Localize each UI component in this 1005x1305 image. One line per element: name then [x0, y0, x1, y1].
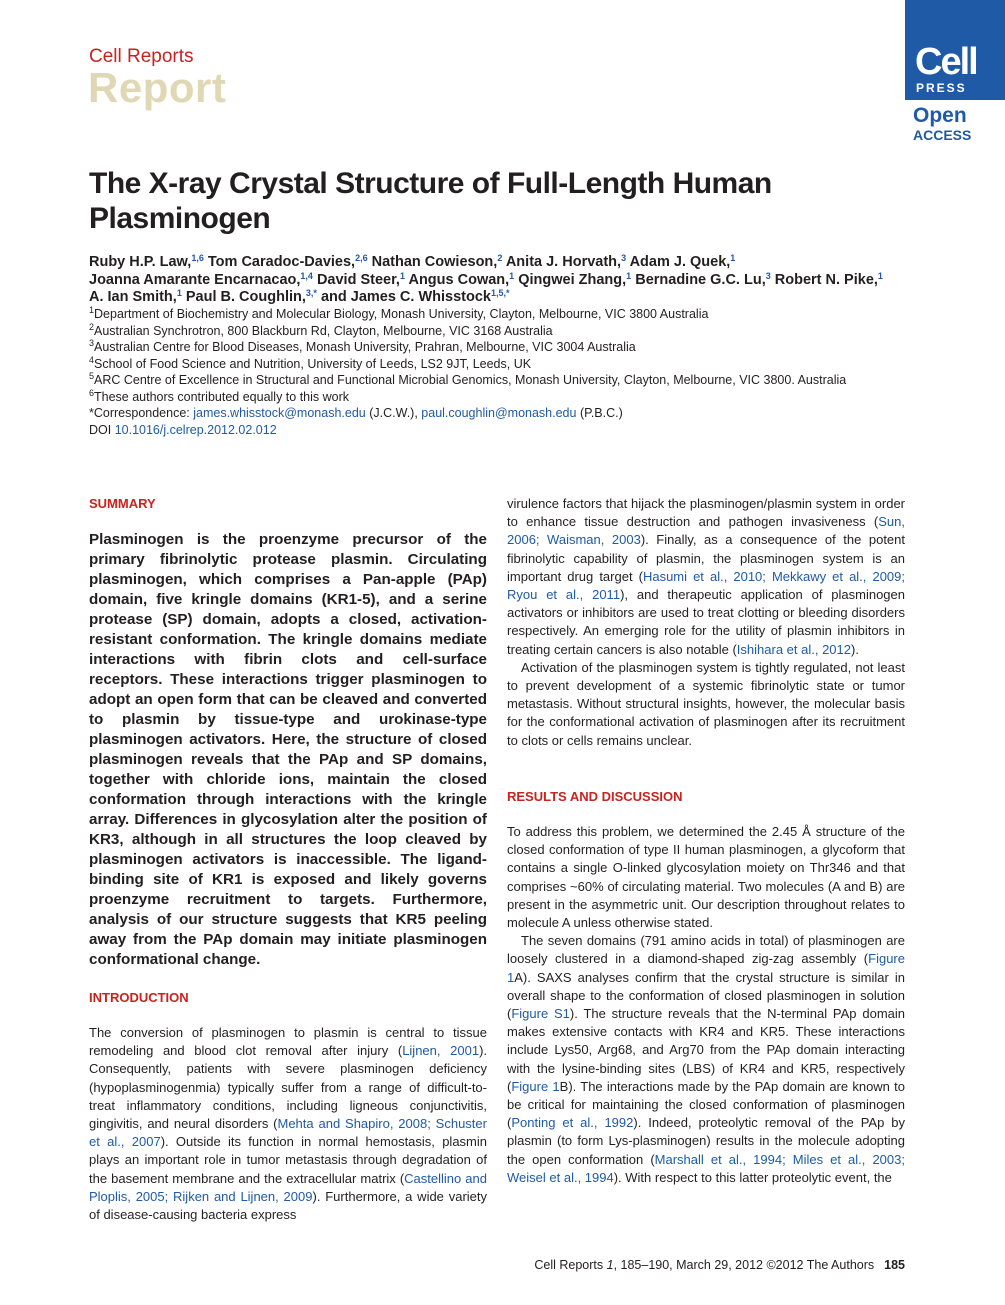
- paragraph: Activation of the plasminogen system is tightly regulated, not least to prevent development of a systemic fibrinolytic state or tumor metastasis. Without structural insights, however, the molecular basis for the conformational activation of plasminogen after its recruitment to clots or cells remains unclear.: [507, 659, 905, 748]
- doi-link[interactable]: 10.1016/j.celrep.2012.02.012: [114, 422, 277, 437]
- affiliation: $^5$ARC Centre of Excellence in Structural and Functional Microbial Genomics, Monash University, Clayton, Melbourne, VIC 3800. Australia: [89, 371, 847, 387]
- article-type: Report: [88, 64, 227, 111]
- author-affiliation-marker[interactable]: 1: [626, 270, 632, 281]
- correspondence: *Correspondence: james.whisstock@monash.edu (J.C.W.), paul.coughlin@monash.edu (P.B.C.): [89, 406, 623, 420]
- citation-link[interactable]: Castellino and Ploplis, 2005; Rijken and Lijnen, 2009: [89, 1170, 487, 1204]
- page-footer: Cell Reports 1, 185–190, March 29, 2012 ©2012 The Authors 185: [534, 1258, 905, 1272]
- results-heading: RESULTS AND DISCUSSION: [507, 789, 683, 804]
- citation-link[interactable]: Ponting et al., 1992: [511, 1115, 634, 1131]
- author-affiliation-marker[interactable]: 3: [621, 253, 627, 263]
- author-name: Tom Caradoc-Davies,: [203, 254, 356, 270]
- author-line: [89, 254, 919, 272]
- author-affiliation-marker[interactable]: 1: [399, 270, 405, 281]
- citation-link[interactable]: Hasumi et al., 2010; Mekkawy et al., 2009; Ryou et al., 2011: [507, 568, 905, 603]
- article-title: The X-ray Crystal Structure of Full-Length Human Plasminogen: [89, 167, 772, 235]
- author-affiliation-marker[interactable]: 3,*: [305, 288, 317, 298]
- paragraph: The conversion of plasminogen to plasmin is central to tissue remodeling and blood clot removal after injury (Lijnen, 2001). Consequently, patients with severe plasminogen deficiency (hypoplasminogenmia) typically suffer from a range of difficult-to-treat inflammatory conditions, including ligneous conjunctivitis, gingivitis, and neural disorders (Mehta and Shapiro, 2008; Schuster et al., 2007). Outside its function in normal hemostasis, plasmin plays an important role in tumor metastasis through degradation of the basement membrane and the extracellular matrix (Castellino and Ploplis, 2005; Rijken and Lijnen, 2009). Furthermore, a wide variety of disease-causing bacteria express: [89, 1025, 488, 1223]
- journal-name: Cell Reports: [89, 46, 194, 67]
- doi: DOI 10.1016/j.celrep.2012.02.012: [89, 422, 277, 437]
- paragraph: To address this problem, we determined the 2.45 Å structure of the closed conformation of type II human plasminogen, a glycoform that contains a single O-linked glycosylation moiety on Thr346 and that comprises ~60% of circulating material. Two molecules (A and B) are present in the asymmetric unit. Our description throughout relates to molecule A unless otherwise stated.: [507, 824, 905, 931]
- author-affiliation-marker[interactable]: 1: [176, 288, 182, 298]
- paragraph: The seven domains (791 amino acids in total) of plasminogen are loosely clustered in a diamond-shaped zig-zag assembly (Figure 1A). SAXS analyses confirm that the crystal structure is similar in overall shape to the conformation of closed plasminogen in solution (Figure S1). The structure reveals that the N-terminal PAp domain makes extensive contacts with KR4 and KR5. These interactions include Lys50, Arg68, and Arg70 from the PAp domain interacting with the lysine-binding sites (LBS) of KR4 and KR5, respectively (Figure 1B). The interactions made by the PAp domain are known to be critical for maintaining the closed conformation of plasminogen (Ponting et al., 1992). Indeed, proteolytic removal of the PAp by plasmin (to form Lys-plasminogen) results in the molecule adopting the open conformation (Marshall et al., 1994; Miles et al., 2003; Weisel et al., 1994). With respect to this latter proteolytic event, the: [507, 933, 905, 1185]
- author-affiliation-marker[interactable]: 1,6: [191, 253, 204, 263]
- author-affiliation-marker[interactable]: 2,6: [355, 253, 368, 263]
- logo-press-text: PRESS: [916, 81, 967, 95]
- cell-press-logo: [905, 0, 1005, 100]
- open-access-label: Open: [913, 104, 967, 127]
- author-name: Qingwei Zhang,: [514, 271, 627, 288]
- author-line: [89, 289, 919, 307]
- citation-link[interactable]: Figure 1: [507, 951, 905, 985]
- page-number: 185: [884, 1258, 905, 1272]
- author-name: Bernadine G.C. Lu,: [631, 271, 766, 288]
- citation-link[interactable]: Sun, 2006; Waisman, 2003: [507, 514, 905, 548]
- author-name: Paul B. Coughlin,: [181, 289, 306, 305]
- citation-link[interactable]: Lijnen, 2001: [402, 1043, 480, 1059]
- author-affiliation-marker[interactable]: 1: [730, 253, 736, 263]
- email-link-whisstock[interactable]: james.whisstock@monash.edu: [193, 406, 366, 420]
- summary-text: Plasminogen is the proenzyme precursor of the primary fibrinolytic protease plasmin. Circulating plasminogen, which comprises a Pan-apple (PAp) domain, five kringle domains (KR1-5), and a serine protease (SP) domain, adopts a closed, activation-resistant conformation. The kringle domains mediate interactions with fibrin clots and cell-surface receptors. These interactions trigger plasminogen to adopt an open form that can be cleaved and converted to plasmin by tissue-type and urokinase-type plasminogen activators. Here, the structure of closed plasminogen reveals that the PAp and SP domains, together with chloride ions, maintain the closed conformation through interactions with the kringle array. Differences in glycosylation alter the position of KR3, although in all structures the loop cleaved by plasminogen activators is inaccessible. The ligand-binding site of KR1 is exposed and likely governs proenzyme recruitment to targets. Furthermore, analysis of our structure suggests that KR5 peeling away from the PAp domain may initiate plasminogen conformational change.: [89, 531, 487, 968]
- open-access-sublabel: ACCESS: [913, 127, 972, 143]
- author-name: David Steer,: [312, 271, 400, 288]
- introduction-body: [89, 1024, 487, 1224]
- author-name: Anita J. Horvath,: [502, 254, 622, 270]
- author-affiliation-marker[interactable]: 1,5,*: [490, 288, 510, 298]
- introduction-heading: INTRODUCTION: [89, 990, 189, 1005]
- logo-cell-text: Cell: [915, 41, 977, 83]
- affiliation: $^6$These authors contributed equally to this work: [89, 387, 350, 404]
- affiliation: $^4$School of Food Science and Nutrition, University of Leeds, LS2 9JT, Leeds, UK: [89, 354, 532, 371]
- citation-link[interactable]: Figure 1: [511, 1078, 560, 1094]
- author-name: Adam J. Quek,: [626, 254, 731, 270]
- right-column-top: [507, 495, 905, 750]
- citation-link[interactable]: Mehta and Shapiro, 2008; Schuster et al., 2007: [89, 1116, 487, 1150]
- author-name: Nathan Cowieson,: [367, 254, 498, 270]
- author-name: Robert N. Pike,: [770, 271, 878, 288]
- affiliations: [89, 306, 919, 438]
- author-affiliation-marker[interactable]: 2: [497, 253, 503, 263]
- results-body: [507, 823, 905, 1187]
- author-name: Ruby H.P. Law,: [89, 254, 192, 270]
- email-link-coughlin[interactable]: paul.coughlin@monash.edu: [421, 406, 577, 420]
- author-affiliation-marker[interactable]: 1: [509, 270, 515, 281]
- citation-link[interactable]: Ishihara et al., 2012: [736, 641, 851, 657]
- author-list: [89, 254, 919, 307]
- summary-heading: SUMMARY: [89, 496, 156, 511]
- author-affiliation-marker[interactable]: 1: [877, 270, 883, 281]
- author-affiliation-marker[interactable]: 1,4: [300, 270, 313, 281]
- affiliation: $^2$Australian Synchrotron, 800 Blackburn Rd, Clayton, Melbourne, VIC 3168 Australia: [89, 321, 553, 338]
- author-name: Angus Cowan,: [404, 271, 510, 288]
- author-affiliation-marker[interactable]: 3: [765, 270, 771, 281]
- author-name: and James C. Whisstock: [316, 289, 491, 305]
- author-name: A. Ian Smith,: [89, 289, 177, 305]
- author-name: Joanna Amarante Encarnacao,: [89, 271, 301, 288]
- affiliation: $^1$Department of Biochemistry and Molecular Biology, Monash University, Clayton, Melbourne, VIC 3800 Australia: [89, 305, 709, 321]
- affiliation: $^3$Australian Centre for Blood Diseases, Monash University, Prahran, Melbourne, VIC 3004 Australia: [89, 338, 636, 354]
- paragraph: virulence factors that hijack the plasminogen/plasmin system in order to enhance tissue destruction and pathogen invasiveness (Sun, 2006; Waisman, 2003). Finally, as a consequence of the potent fibrinolytic capability of plasmin, the plasminogen system is an important drug target (Hasumi et al., 2010; Mekkawy et al., 2009; Ryou et al., 2011), and therapeutic application of plasminogen activators or inhibitors are used to treat clotting or bleeding disorders respectively. An emerging role for the utility of plasmin inhibitors in treating certain cancers is also notable (Ishihara et al., 2012).: [507, 496, 905, 657]
- citation-link[interactable]: Marshall et al., 1994; Miles et al., 2003; Weisel et al., 1994: [507, 1151, 905, 1185]
- author-line: [89, 272, 919, 290]
- citation-link[interactable]: Figure S1: [511, 1006, 570, 1022]
